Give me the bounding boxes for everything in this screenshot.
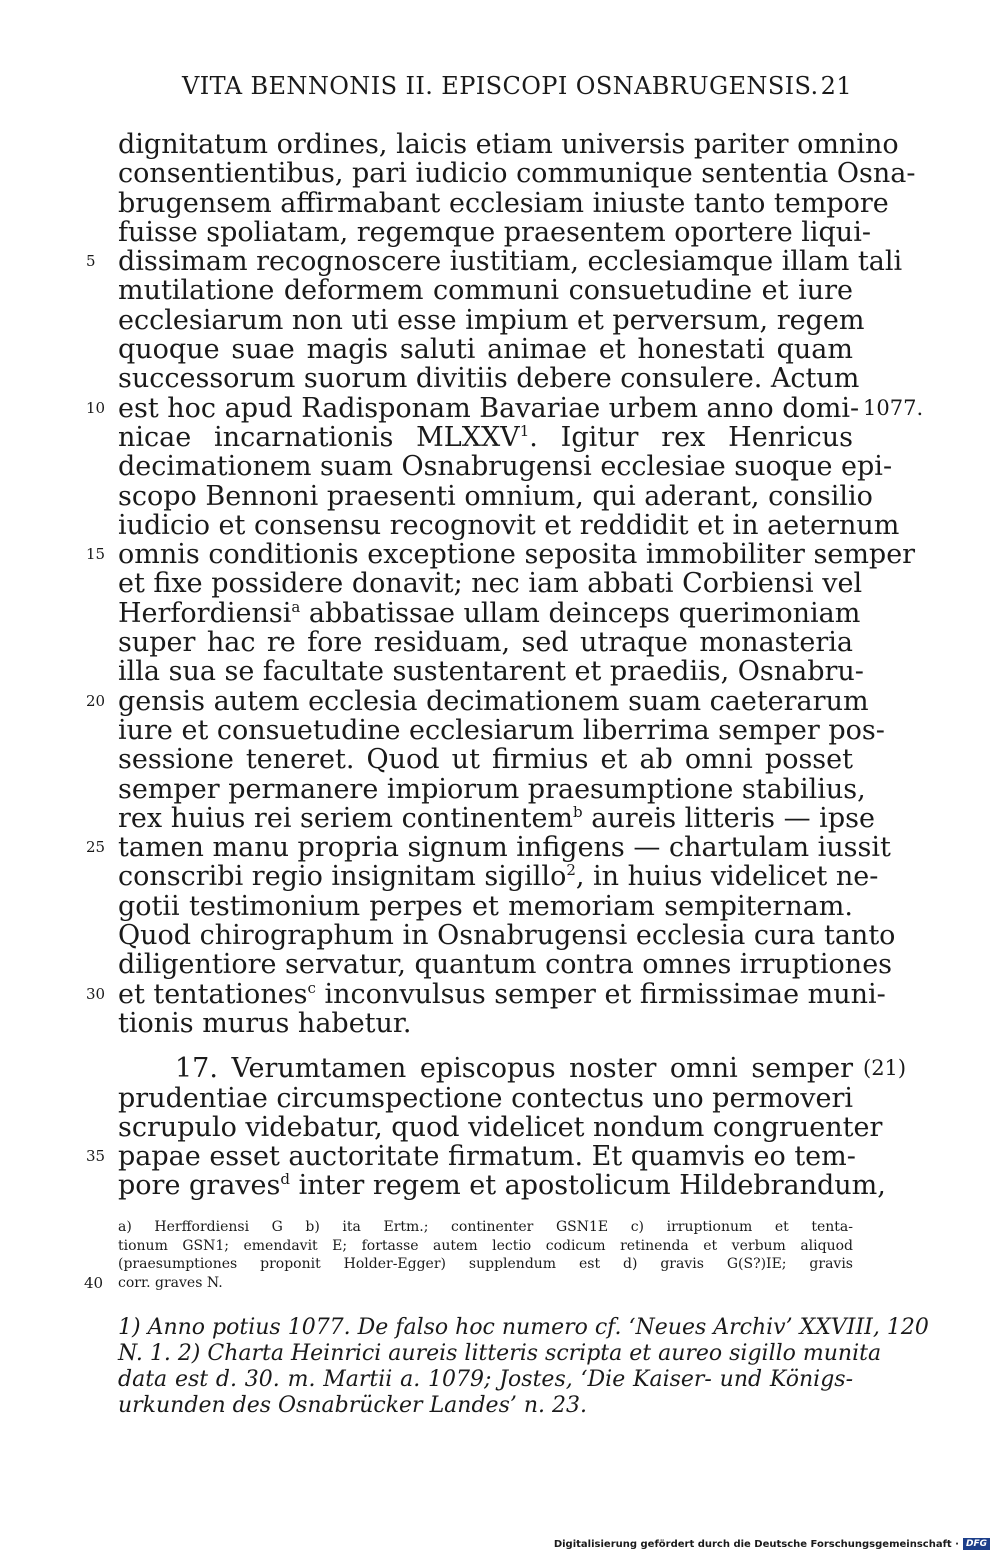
text-line [118, 1009, 853, 1038]
line-text: decimationem suam Osnabrugensi ecclesiae suoque epi- [118, 451, 893, 483]
line-text-continued: aureis litteris — ipse [582, 802, 875, 834]
line-text: et tentationes [118, 978, 308, 1010]
apparatus-line [84, 1273, 853, 1293]
line-number: 25 [86, 838, 106, 857]
text-line [118, 745, 853, 774]
line-text: scrupulo videbatur, quod videlicet nondum congruenter [118, 1111, 883, 1143]
footnote-marker: b [573, 802, 583, 821]
footnote-line [118, 1393, 853, 1419]
footnote-line [118, 1367, 853, 1393]
line-text: quoque suae magis saluti animae et honestati quam [118, 334, 853, 366]
footnotes [118, 1315, 929, 1419]
line-text: fuisse spoliatam, regemque praesentem oportere liqui- [118, 216, 871, 248]
line-text-continued: inter regem et apostolicum Hildebrandum, [290, 1170, 886, 1202]
line-text: a) Herffordiensi G b) ita Ertm.; continenter GSN1E c) irruptionum et tenta- [118, 1219, 853, 1235]
line-text: consentientibus, pari iudicio communique sententia Osna- [118, 158, 916, 190]
line-text: sessione teneret. Quod ut firmius et ab omni posset [118, 744, 853, 776]
page-number: 21 [820, 72, 852, 100]
text-line [118, 714, 885, 746]
line-text-continued: , in huius videlicet ne- [575, 861, 879, 893]
critical-apparatus [84, 1218, 853, 1292]
text-line [118, 861, 879, 893]
apparatus-line [118, 1255, 853, 1274]
footnote-marker: d [280, 1170, 290, 1189]
margin-note: (21) [863, 1056, 907, 1081]
text-line [86, 832, 891, 864]
text-line [118, 1111, 883, 1143]
apparatus-line [118, 1237, 853, 1256]
text-line [118, 1170, 886, 1202]
text-line [118, 451, 893, 483]
line-text: Herfordiensi [118, 597, 292, 629]
text-line [86, 392, 924, 424]
text-line [86, 685, 869, 717]
text-line [118, 920, 896, 952]
footnote-line [118, 1315, 929, 1341]
running-title: VITA BENNONIS II. EPISCOPI OSNABRUGENSIS. [182, 72, 819, 100]
dfg-logo: DFG [963, 1538, 990, 1550]
line-number: 40 [84, 1273, 104, 1292]
footnote-marker: a [291, 597, 301, 616]
line-text: scopo Bennoni praesenti omnium, qui aderant, consilio [118, 480, 873, 512]
text-line [118, 1053, 907, 1085]
line-number: 5 [86, 252, 96, 271]
line-text: rex huius rei seriem continentem [118, 802, 574, 834]
line-text: nicae incarnationis MLXXV [118, 421, 520, 453]
text-line [118, 480, 873, 512]
main-text [86, 129, 924, 1202]
text-line [86, 978, 886, 1010]
apparatus-line [118, 1218, 853, 1237]
text-line [118, 304, 865, 336]
line-text: dignitatum ordines, laicis etiam universis pariter omnino [118, 129, 899, 160]
line-text: et fixe possidere donavit; nec iam abbati Corbiensi vel [118, 568, 863, 600]
line-text: diligentiore servatur, quantum contra omnes irruptiones [118, 949, 893, 981]
running-header [118, 66, 852, 106]
line-text-continued: inconvulsus semper et firmissimae muni- [315, 978, 886, 1010]
text-line [118, 187, 889, 219]
digitization-stamp [554, 1538, 990, 1550]
text-line [86, 246, 903, 278]
line-text: iudicio et consensu recognovit et reddidit et in aeternum [118, 509, 900, 541]
text-line [86, 539, 916, 571]
text-line [118, 1084, 853, 1113]
footnote-marker: 2 [566, 861, 576, 880]
line-text: corr. graves N. [118, 1274, 223, 1291]
line-text: dissimam recognoscere iustitiam, ecclesiamque illam tali [118, 246, 903, 278]
line-text: prudentiae circumspectione contectus uno permoveri [118, 1082, 853, 1114]
line-text: gensis autem ecclesia decimationem suam caeterarum [118, 685, 869, 717]
line-text: brugensem affirmabant ecclesiam iniuste tanto tempore [118, 187, 889, 219]
line-text: Quod chirographum in Osnabrugensi ecclesia cura tanto [118, 920, 896, 952]
line-text: urkunden des Osnabrücker Landes’ n. 23. [118, 1393, 587, 1418]
line-number: 15 [86, 545, 106, 564]
line-number: 30 [86, 984, 106, 1003]
line-text: pore graves [118, 1170, 281, 1202]
line-text: 1) Anno potius 1077. De falso hoc numero cf. ‘Neues Archiv’ XXVIII, 120 [118, 1315, 929, 1340]
text-line [118, 597, 861, 629]
line-number: 35 [86, 1147, 106, 1166]
line-text: ecclesiarum non uti esse impium et perversum, regem [118, 304, 865, 336]
line-text: data est d. 30. m. Martii a. 1079; Jostes, ‘Die Kaiser- und Königs- [118, 1367, 853, 1392]
text-line [118, 656, 864, 688]
text-line [118, 216, 871, 248]
text-line [118, 158, 916, 190]
footnote-line [118, 1341, 882, 1367]
text-line [118, 802, 875, 834]
line-text: tionis murus habetur. [118, 1007, 412, 1039]
line-text: 17. Verumtamen episcopus noster omni semper [175, 1053, 853, 1085]
line-text: papae esset auctoritate firmatum. Et quamvis eo tem- [118, 1141, 856, 1173]
text-line [118, 892, 853, 921]
line-text-continued: . Igitur rex Henricus [529, 421, 853, 453]
line-text: N. 1. 2) Charta Heinrici aureis litteris scripta et aureo sigillo munita [118, 1341, 882, 1366]
footnote-marker: 1 [519, 421, 530, 440]
line-text: successorum suorum divitiis debere consulere. Actum [118, 363, 860, 395]
line-text: omnis conditionis exceptione seposita immobiliter semper [118, 539, 916, 571]
line-text: super hac re fore residuam, sed utraque monasteria [118, 627, 853, 659]
margin-note: 1077. [863, 395, 924, 420]
text-line [118, 276, 853, 305]
text-line [118, 628, 853, 657]
text-line [118, 773, 866, 805]
line-text: tamen manu propria signum infigens — chartulam iussit [118, 832, 891, 864]
line-text: mutilatione deformem communi consuetudine et iure [118, 275, 853, 307]
footnote-marker: c [307, 978, 316, 997]
line-text: (praesumptiones proponit Holder-Egger) supplendum est d) gravis G(S?)IE; gravis [118, 1256, 853, 1272]
line-text: tionum GSN1; emendavit E; fortasse autem lectio codicum retinenda et verbum aliquod [118, 1237, 853, 1254]
text-line [118, 509, 900, 541]
line-number: 10 [86, 398, 106, 417]
text-line [86, 1141, 856, 1173]
text-line [118, 129, 899, 160]
text-line [118, 568, 863, 600]
line-text: conscribi regio insignitam sigillo [118, 861, 567, 893]
text-line [118, 335, 853, 364]
line-text: illa sua se facultate sustentarent et praediis, Osnabru- [118, 656, 864, 688]
stamp-text: Digitalisierung gefördert durch die Deutsche Forschungsgemeinschaft · [553, 1538, 959, 1550]
line-text: gotii testimonium perpes et memoriam sempiternam. [118, 890, 853, 922]
line-text: iure et consuetudine ecclesiarum liberrima semper pos- [118, 714, 885, 746]
text-line [118, 423, 853, 452]
line-text: est hoc apud Radisponam Bavariae urbem anno domi- [118, 392, 860, 424]
text-line [118, 949, 893, 981]
text-line [118, 363, 860, 395]
line-text-continued: abbatissae ullam deinceps querimoniam [300, 597, 861, 629]
line-number: 20 [86, 691, 106, 710]
line-text: semper permanere impiorum praesumptione stabilius, [118, 773, 866, 805]
